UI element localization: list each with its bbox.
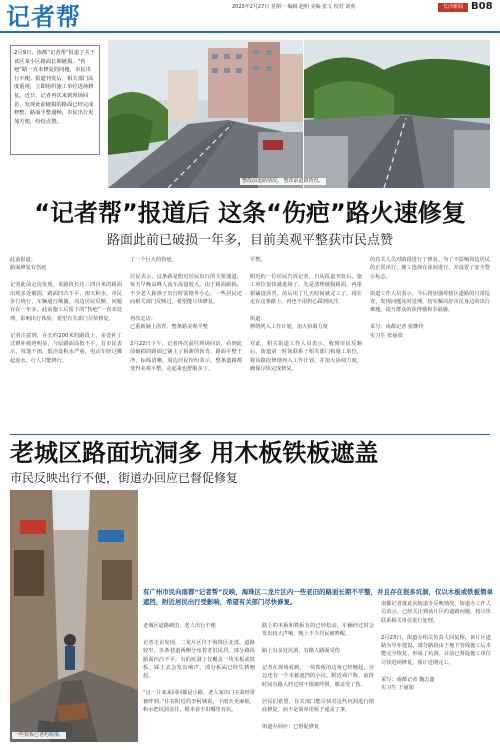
story2-lead: 有广州市民向南都“记者帮”反映，海珠区二龙片区内一些老旧的路面长期不平整，并且存在很多坑洞，仅以木板或铁板简单遮挡，附近居民出行受影响，希望有关部门尽快修复。: [143, 588, 493, 606]
story2-photo-caption: 一些铁板已老朽脱落。: [14, 732, 65, 738]
story1-photo-right: [304, 40, 490, 188]
header-rule: [0, 31, 500, 33]
section-tag: 长沙新闻: [438, 3, 468, 12]
column-logo: 记者帮: [6, 3, 81, 31]
page-header: [0, 0, 500, 34]
story2-column-1: 老城区道路破旧，老人出行不便 记者走访发现，二龙片区位于海珠区北部，道路较窄，多条巷道两侧分布着老旧民居。部分路段路面凹凸不平，有的坑洞上仅覆盖一块木板或铁板，踩上去会发出响声，部分板面已经生锈翘起。 “这一片来来回回都是小路，老人家出门买菜经常被绊到。”住在附近的李阿姨说，下雨天更麻烦，积水把坑洞盖住，根本看不出哪里有坑。: [143, 623, 255, 714]
story1-column-1: 此前报道： 路面修复有伤疤 记者此前走访发现，该路段长达三四百米的路面出现多处破损，路面凹凸不平，雨天积水，市民步行绕行，车辆通行颠簸。周边居民反映，问题存在一年多，此前施工后留下的“伤疤”一直未处理，影响出行体验，希望有关部门尽快修复。 记者注意到，在长约200米的路段上，多处补丁式修补痕迹明显，与原路面高低不平。有市民表示，每逢下雨，低洼处积水严重，电动车经过溅起泥水，行人只能绕行。: [10, 257, 122, 364]
story1-column-4: 的有关人员对路段进行了修复。为了不影响周边居民的正常出行，施工选择在夜间进行，并设置了安全警示标志。 街道工作人员表示，今后将加强对辖区道路的日常巡查，发现问题及时处理，切实解决好市民身边的出行难题，提升群众的获得感和幸福感。 采写：南都记者 张继玲 实习生 张丽波: [370, 257, 490, 339]
story1-column-3: 平整。 附近的一位居民告诉记者，自从报道刊发后，施工单位很快就进场了，先是清理破损路面，再重新铺设沥青，前后用了几天时间就完工了。现在走在这条路上，再也不用担心踩到坑洼。 街道： 修缮列入工作计划，加大协调力度 对此，相关街道工作人员表示，收到市民反映后，街道第一时间联系了相关部门和施工单位，将该路段修缮列入工作计划，并加大协调力度，确保尽快完成修复。: [250, 257, 362, 373]
story2-subhead: 市民反映出行不便，街道办回应已督促修复: [10, 471, 239, 485]
issue-meta: 2023年2月27日 星期一 编辑 赵明 美编 张文 校对 刘爽: [232, 4, 356, 10]
story2-photo: [10, 490, 138, 742]
story1-lead: 2月9日，南都“记者帮”报道了关于该区某小区路面长期破损、“伤疤”路一直未修复的问题，市民出行不便。报道刊发后，相关部门高度重视，立即组织施工单位进场修复。近日，记者再次来到现场回访，发现此前破损的路面已经完成修整，路面平整通畅，市民出行更加方便，纷纷点赞。: [10, 45, 100, 155]
story1-photo-caption: 整改前道路情况。 整改前道路情况。: [242, 178, 324, 184]
story1-headline: “记者帮”报道后 这条“伤疤”路火速修复: [34, 199, 466, 227]
page-number: B08: [471, 1, 493, 12]
story1-subhead: 路面此前已破损一年多，目前美观平整获市民点赞: [106, 233, 393, 248]
story2-column-3: 南都记者就此向街道办反映情况。街道办工作人员表示，已经关注到该片区的道路问题，将尽快联系相关单位进行处理。 2月23日，街道办相关负责人回复称，该片区道路为早年建设，部分路段由于地下管线施工后未能完全恢复，形成了坑洞。目前已督促施工单位尽快进场修复，预计近期完工。 采写：南都记者 魏志鑫 实习生 王丽娟: [381, 601, 491, 692]
story2-column-2: 路上的木板和铁板有的已经松动，车辆经过时会发出较大声响，晚上不少居民被吵醒。 路上有多处坑洞，有路人路面受伤 记者在现场看到，一块铁板的边角已经翘起，旁边还有一个未被遮挡的小坑。附近商户称，前段时间有路人经过时不慎被绊倒，膝盖受了伤。 居民们希望，有关部门能尽快对这些坑洞进行彻底修复，而不是简单用板子遮盖了事。 街道办回应：已督促修复: [262, 623, 374, 730]
story2-headline: 老城区路面坑洞多 用木板铁板遮盖: [10, 439, 379, 467]
section-divider: [10, 434, 490, 435]
story1-column-2: 了一个巨大的伤疤。 居民表示，这条路是附近居民出行的主要通道，每天早晚高峰人流车流量较大。由于路面破损，不少老人和孩子出行时需格外小心。一些居民还向相关部门反映过，希望能尽快修复。 再次走访： 已重新铺上沥青，整条路美观平整 2月22日下午，记者再次前往现场回访，看到此前破损的路面已铺上了崭新的沥青，路面平整干净，标线清晰。周边居民纷纷表示，整条道路都变得美观平整，走起来也舒服多了。: [130, 257, 242, 373]
story1-photo-left: [108, 40, 303, 188]
